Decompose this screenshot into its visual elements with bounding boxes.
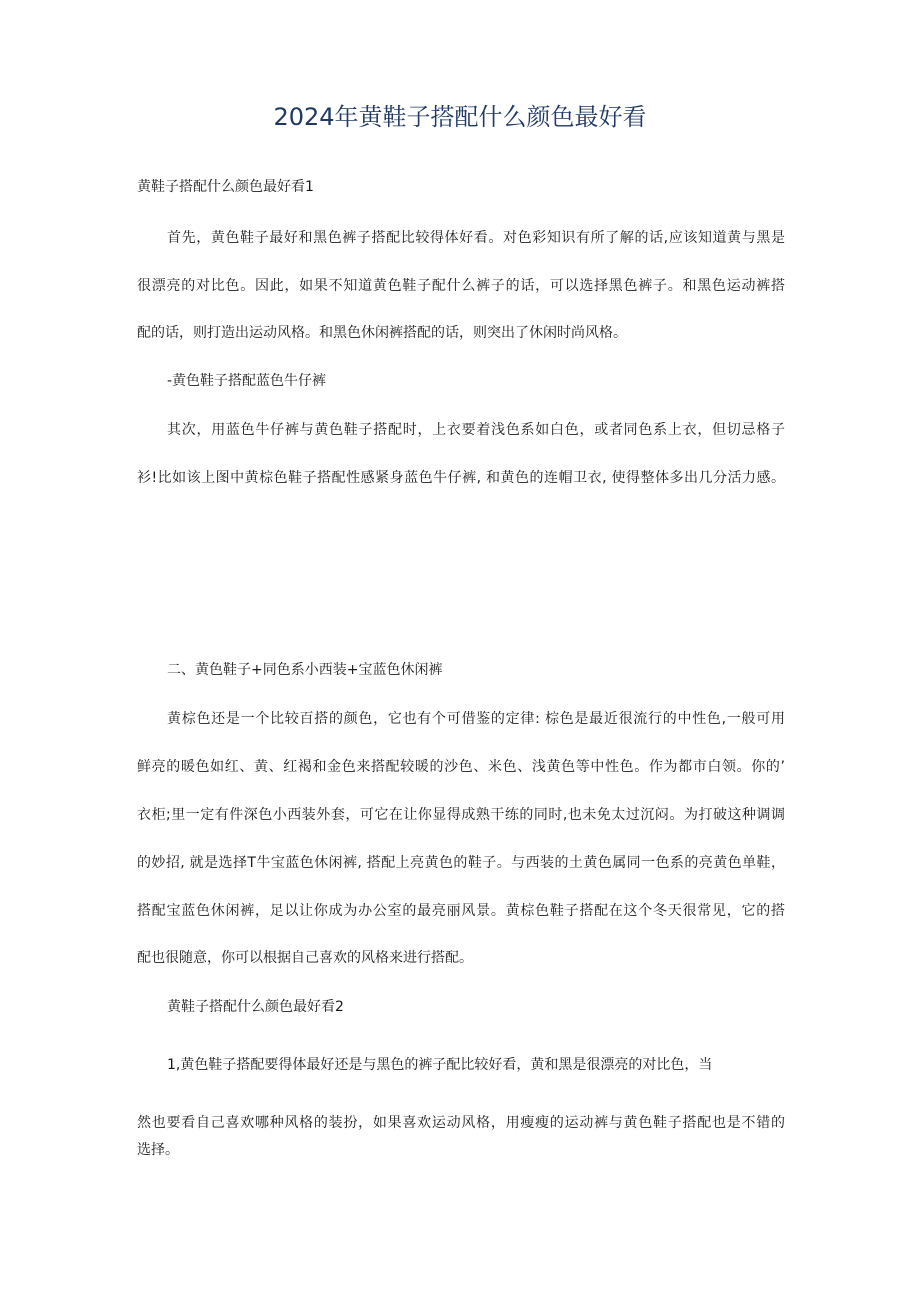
sub-heading-blazer: 二、黄色鞋子+同色系小西装+宝蓝色休闲裤 [167, 662, 443, 678]
paragraph-3-line-6: 配也很随意，你可以根据自己喜欢的风格来进行搭配。 [137, 950, 473, 966]
section-heading-1: 黄鞋子搭配什么颜色最好看1 [137, 179, 314, 195]
paragraph-4-line-1: 1,黄色鞋子搭配要得体最好还是与黑色的裤子配比较好看，黄和黑是很漂亮的对比色，当 [167, 1057, 713, 1073]
paragraph-1-line-3: 配的话，则打造出运动风格。和黑色休闲裤搭配的话，则突出了休闲时尚风格。 [137, 325, 627, 341]
sub-heading-blue-jeans: -黄色鞋子搭配蓝色牛仔裤 [167, 373, 327, 389]
paragraph-3-line-4: 的妙招, 就是选择T牛宝蓝色休闲裤, 搭配上亮黄色的鞋子。与西装的土黄色属同一色系的亮黄色单鞋， [137, 855, 785, 871]
document-title: 2024年黄鞋子搭配什么颜色最好看 [273, 103, 647, 131]
section-heading-2: 黄鞋子搭配什么颜色最好看2 [167, 999, 344, 1015]
paragraph-3-line-1: 黄棕色还是一个比较百搭的颜色，它也有个可借鉴的定律: 棕色是最近很流行的中性色,一般可用 [167, 711, 785, 727]
paragraph-2-line-1: 其次，用蓝色牛仔裤与黄色鞋子搭配时，上衣要着浅色系如白色，或者同色系上衣，但切忌格子 [167, 422, 785, 438]
paragraph-3-line-2: 鲜亮的暖色如红、黄、红褐和金色来搭配较暖的沙色、米色、浅黄色等中性色。作为都市白领。你的’ [137, 759, 785, 775]
paragraph-3-line-3: 衣柜;里一定有件深色小西装外套，可它在让你显得成熟干练的同时,也未免太过沉闷。为打破这种调调 [137, 807, 785, 823]
paragraph-1-line-1: 首先，黄色鞋子最好和黑色裤子搭配比较得体好看。对色彩知识有所了解的话,应该知道黄与黑是 [167, 230, 785, 246]
paragraph-2-line-2: 衫!比如该上图中黄棕色鞋子搭配性感紧身蓝色牛仔裤, 和黄色的连帽卫衣, 使得整体多出几分活力感。 [137, 470, 785, 486]
paragraph-4-line-2: 然也要看自己喜欢哪种风格的装扮，如果喜欢运动风格，用瘦瘦的运动裤与黄色鞋子搭配也是不错的 [137, 1115, 785, 1131]
paragraph-3-line-5: 搭配宝蓝色休闲裤，足以让你成为办公室的最亮丽风景。黄棕色鞋子搭配在这个冬天很常见，它的搭 [137, 903, 785, 919]
paragraph-4-line-3: 选择。 [137, 1142, 179, 1158]
paragraph-1-line-2: 很漂亮的对比色。因此，如果不知道黄色鞋子配什么裤子的话，可以选择黑色裤子。和黑色运动裤搭 [137, 278, 785, 294]
